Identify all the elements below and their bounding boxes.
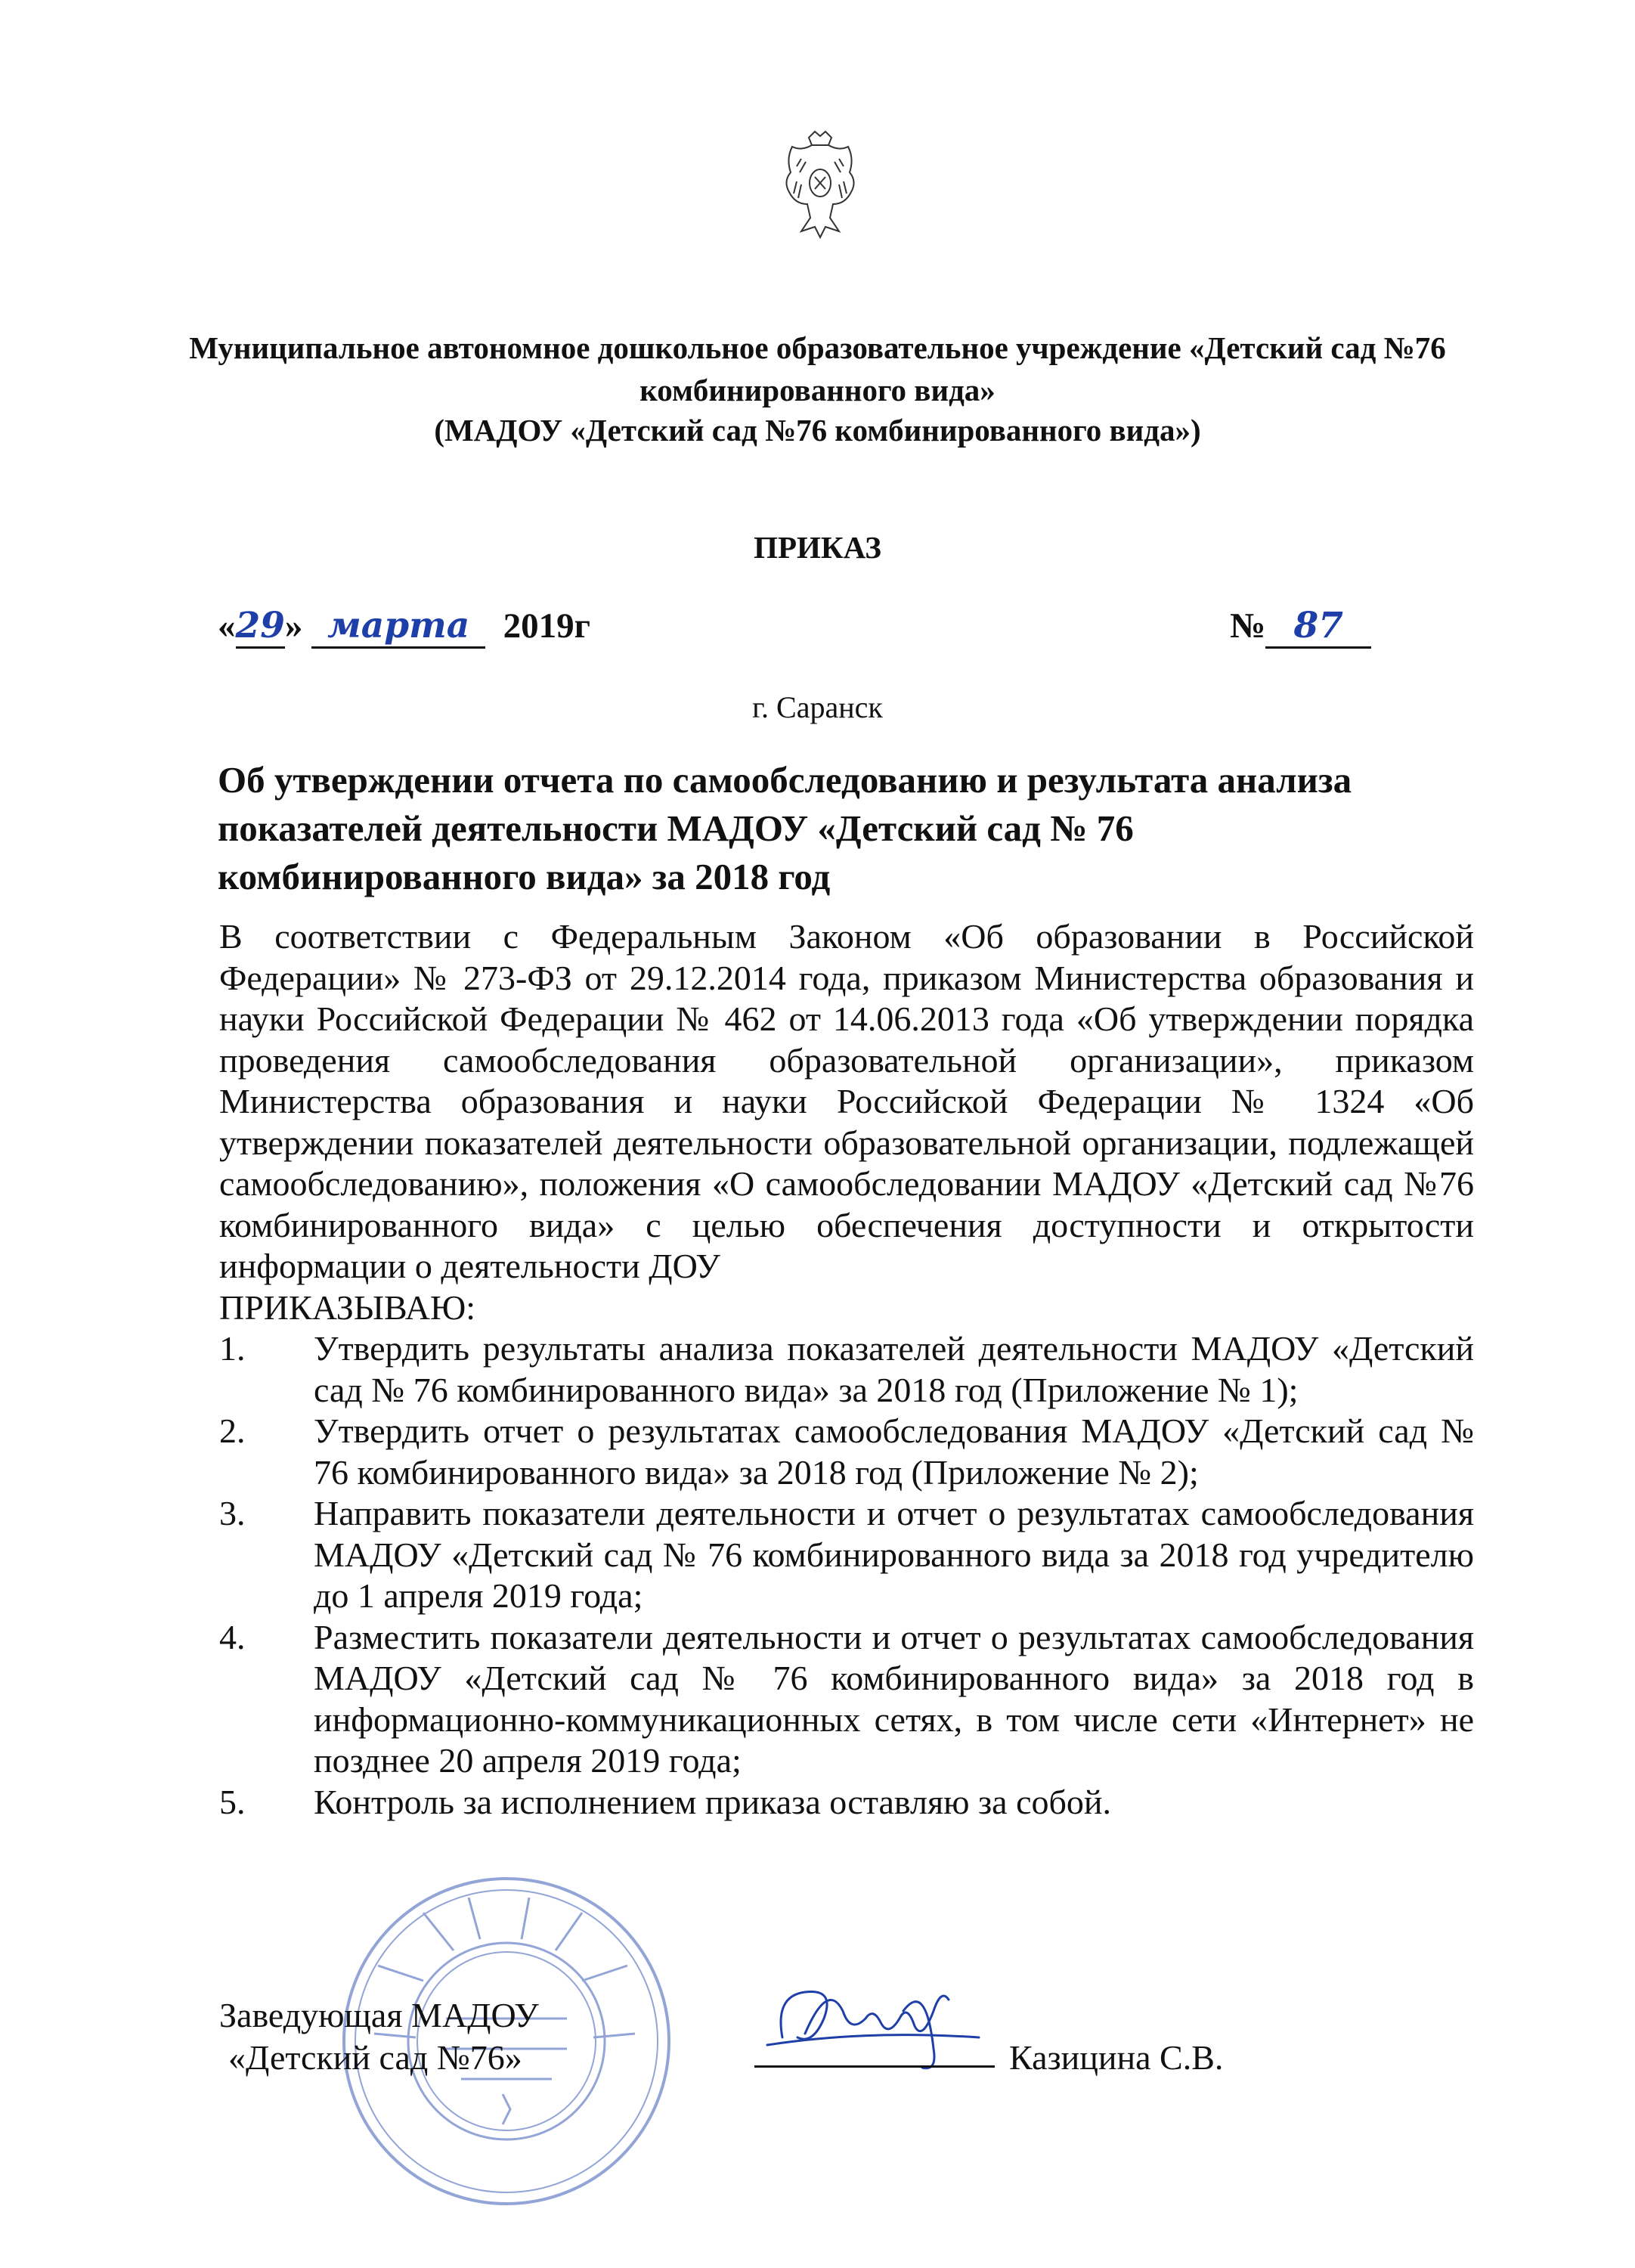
coat-of-arms-emblem	[779, 129, 862, 242]
item-text: Контроль за исполнением приказа оставляю за собой.	[314, 1782, 1112, 1821]
signatory-position-line2: «Детский сад №76»	[228, 2038, 522, 2077]
order-body	[219, 916, 1474, 1823]
document-type: ПРИКАЗ	[754, 530, 881, 565]
date-day: 29	[236, 605, 285, 649]
order-title: Об утверждении отчета по самообследованию и результата анализа показателей деятельности МАДОУ «Детский сад № 76 комбинированного вида» за 2018 год	[218, 759, 1352, 897]
organization-name-line1: Муниципальное автономное дошкольное образовательное учреждение «Детский сад №76	[189, 330, 1446, 365]
list-item	[219, 1328, 1474, 1411]
organization-name	[0, 327, 1635, 411]
list-item	[219, 1411, 1474, 1493]
organization-short-name: (МАДОУ «Детский сад №76 комбинированного вида»)	[434, 413, 1201, 448]
signatory-name: Казицина С.В.	[1009, 2038, 1224, 2077]
item-number: 1.	[219, 1329, 246, 1368]
signatory-position-line1: Заведующая МАДОУ	[219, 1996, 539, 2034]
item-text: Направить показатели деятельности и отчет о результатах самообследования МАДОУ «Детский сад № 76 комбинированного вида за 2018 год учредителю до 1 апреля 2019 года;	[314, 1494, 1474, 1615]
date-month: марта	[311, 605, 485, 649]
item-number: 2.	[219, 1411, 246, 1450]
signature-line	[754, 2065, 995, 2068]
order-word: ПРИКАЗЫВАЮ:	[219, 1287, 476, 1327]
order-number	[1230, 605, 1371, 649]
preamble: В соответствии с Федеральным Законом «Об образовании в Российской Федерации» № 273-ФЗ от 29.12.2014 года, приказом Министерства образования и науки Российской Федерации № 462 от 14.06.2013 года «Об утверждении порядка проведения самообследования образовательной организации», приказом Министерства образования и науки Российской Федерации № 1324 «Об утверждении показателей деятельности образовательной организации, подлежащей самообследованию», положения «О самообследовании МАДОУ «Детский сад №76 комбинированного вида» с целью обеспечения доступности и открытости информации о деятельности ДОУ	[219, 917, 1474, 1285]
handwritten-signature	[752, 1966, 1002, 2079]
item-number: 4.	[219, 1617, 246, 1656]
list-item	[219, 1782, 1474, 1823]
date-year: 2019г	[503, 606, 590, 646]
item-text: Утвердить результаты анализа показателей деятельности МАДОУ «Детский сад № 76 комбинированного вида» за 2018 год (Приложение № 1);	[314, 1329, 1474, 1409]
order-date: «29» марта 2019г	[218, 605, 590, 649]
item-number: 3.	[219, 1494, 246, 1532]
list-item	[219, 1493, 1474, 1617]
item-text: Утвердить отчет о результатах самообследования МАДОУ «Детский сад № 76 комбинированного вида» за 2018 год (Приложение № 2);	[314, 1411, 1474, 1492]
item-number: 5.	[219, 1782, 246, 1821]
city: г. Саранск	[752, 690, 883, 724]
item-text: Разместить показатели деятельности и отчет о результатах самообследования МАДОУ «Детский сад № 76 комбинированного вида» за 2018 год в информационно-коммуникационных сетях, в том числе сети «Интернет» не позднее 20 апреля 2019 года;	[314, 1617, 1474, 1780]
signatory-position	[219, 1994, 539, 2079]
number-label: №	[1230, 606, 1266, 646]
list-item	[219, 1617, 1474, 1782]
organization-name-line2: комбинированного вида»	[639, 373, 996, 407]
number-value: 87	[1265, 605, 1371, 649]
